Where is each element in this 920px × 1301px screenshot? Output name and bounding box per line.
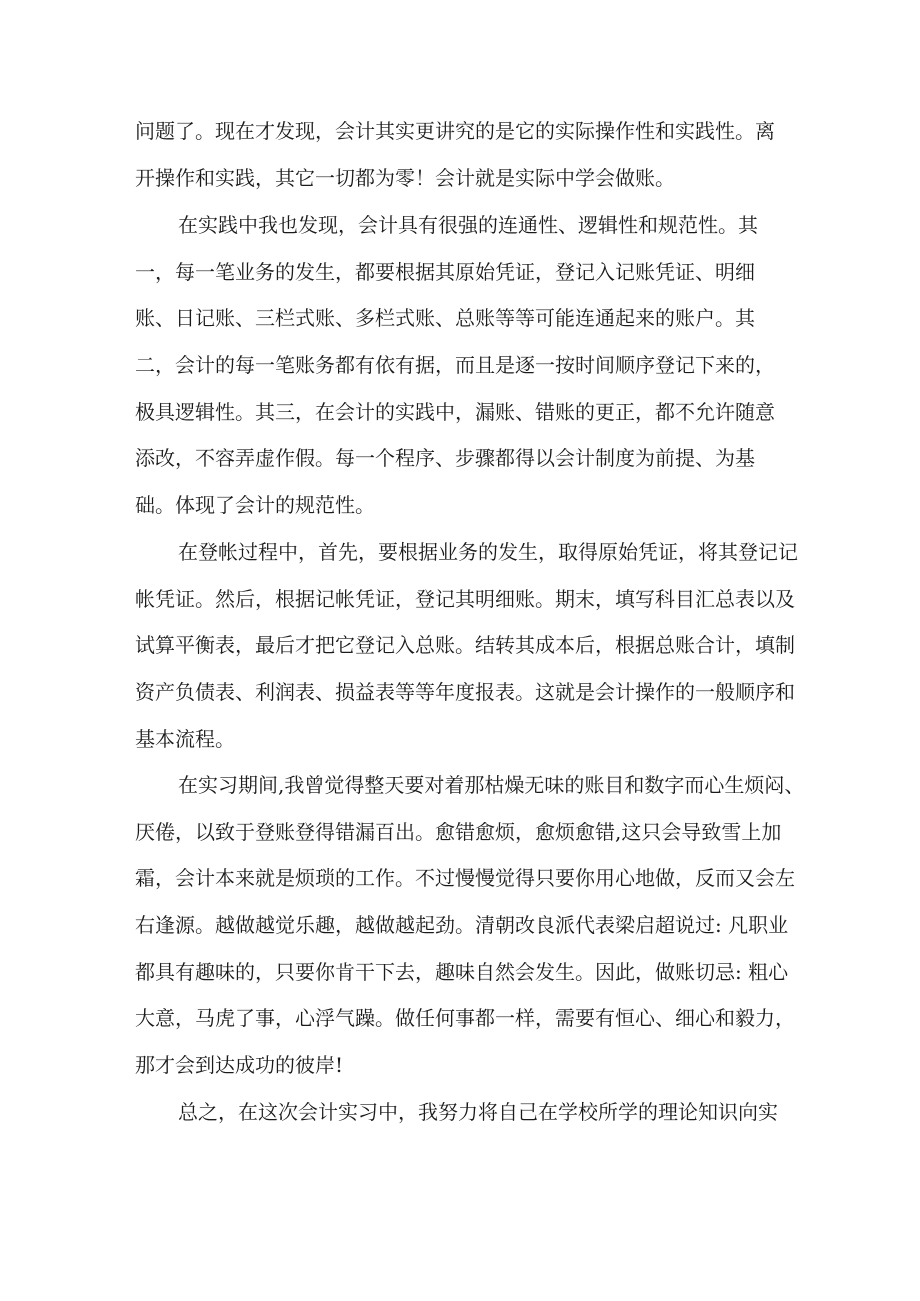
paragraph-2-line-4: 二，会计的每一笔账务都有依有据，而且是逐一按时间顺序登记下来的， (135, 353, 775, 377)
paragraph-3-line-4: 资产负债表、利润表、损益表等等年度报表。这就是会计操作的一般顺序和 (135, 680, 795, 704)
paragraph-1-line-2: 开操作和实践，其它一切都为零！会计就是实际中学会做账。 (135, 166, 675, 190)
paragraph-2-line-7: 础。体现了会计的规范性。 (135, 493, 375, 517)
paragraph-4-line-4: 右逢源。越做越觉乐趣，越做越起劲。清朝改良派代表梁启超说过: 凡职业 (135, 913, 789, 937)
paragraph-2-line-3: 账、日记账、三栏式账、多栏式账、总账等等可能连通起来的账户。其 (135, 306, 755, 330)
paragraph-4-line-3: 霜，会计本来就是烦琐的工作。不过慢慢觉得只要你用心地做，反而又会左 (135, 866, 795, 890)
paragraph-4-line-2: 厌倦，以致于登账登得错漏百出。愈错愈烦，愈烦愈错,这只会导致雪上加 (135, 820, 782, 844)
paragraph-3-line-5: 基本流程。 (135, 727, 235, 751)
paragraph-3-line-3: 试算平衡表，最后才把它登记入总账。结转其成本后，根据总账合计，填制 (135, 633, 795, 657)
paragraph-2-line-2: 一，每一笔业务的发生，都要根据其原始凭证，登记入记账凭证、明细 (135, 260, 755, 284)
paragraph-3-line-1: 在登帐过程中，首先，要根据业务的发生，取得原始凭证，将其登记记 (178, 540, 798, 564)
paragraph-2-line-6: 添改，不容弄虚作假。每一个程序、步骤都得以会计制度为前提、为基 (135, 446, 755, 470)
paragraph-4-line-5: 都具有趣味的，只要你肯干下去，趣味自然会发生。因此，做账切忌: 粗心 (135, 960, 789, 984)
paragraph-4-line-7: 那才会到达成功的彼岸! (135, 1053, 344, 1077)
paragraph-5-line-1: 总之，在这次会计实习中，我努力将自己在学校所学的理论知识向实 (178, 1100, 778, 1124)
paragraph-2-line-5: 极具逻辑性。其三，在会计的实践中，漏账、错账的更正，都不允许随意 (135, 400, 775, 424)
paragraph-2-line-1: 在实践中我也发现，会计具有很强的连通性、逻辑性和规范性。其 (178, 213, 758, 237)
paragraph-3-line-2: 帐凭证。然后，根据记帐凭证，登记其明细账。期末，填写科目汇总表以及 (135, 587, 795, 611)
paragraph-1-line-1: 问题了。现在才发现，会计其实更讲究的是它的实际操作性和实践性。离 (135, 119, 775, 143)
paragraph-4-line-6: 大意，马虎了事，心浮气躁。做任何事都一样，需要有恒心、细心和毅力， (135, 1006, 795, 1030)
paragraph-4-line-1: 在实习期间,我曾觉得整天要对着那枯燥无味的账目和数字而心生烦闷、 (178, 773, 805, 797)
